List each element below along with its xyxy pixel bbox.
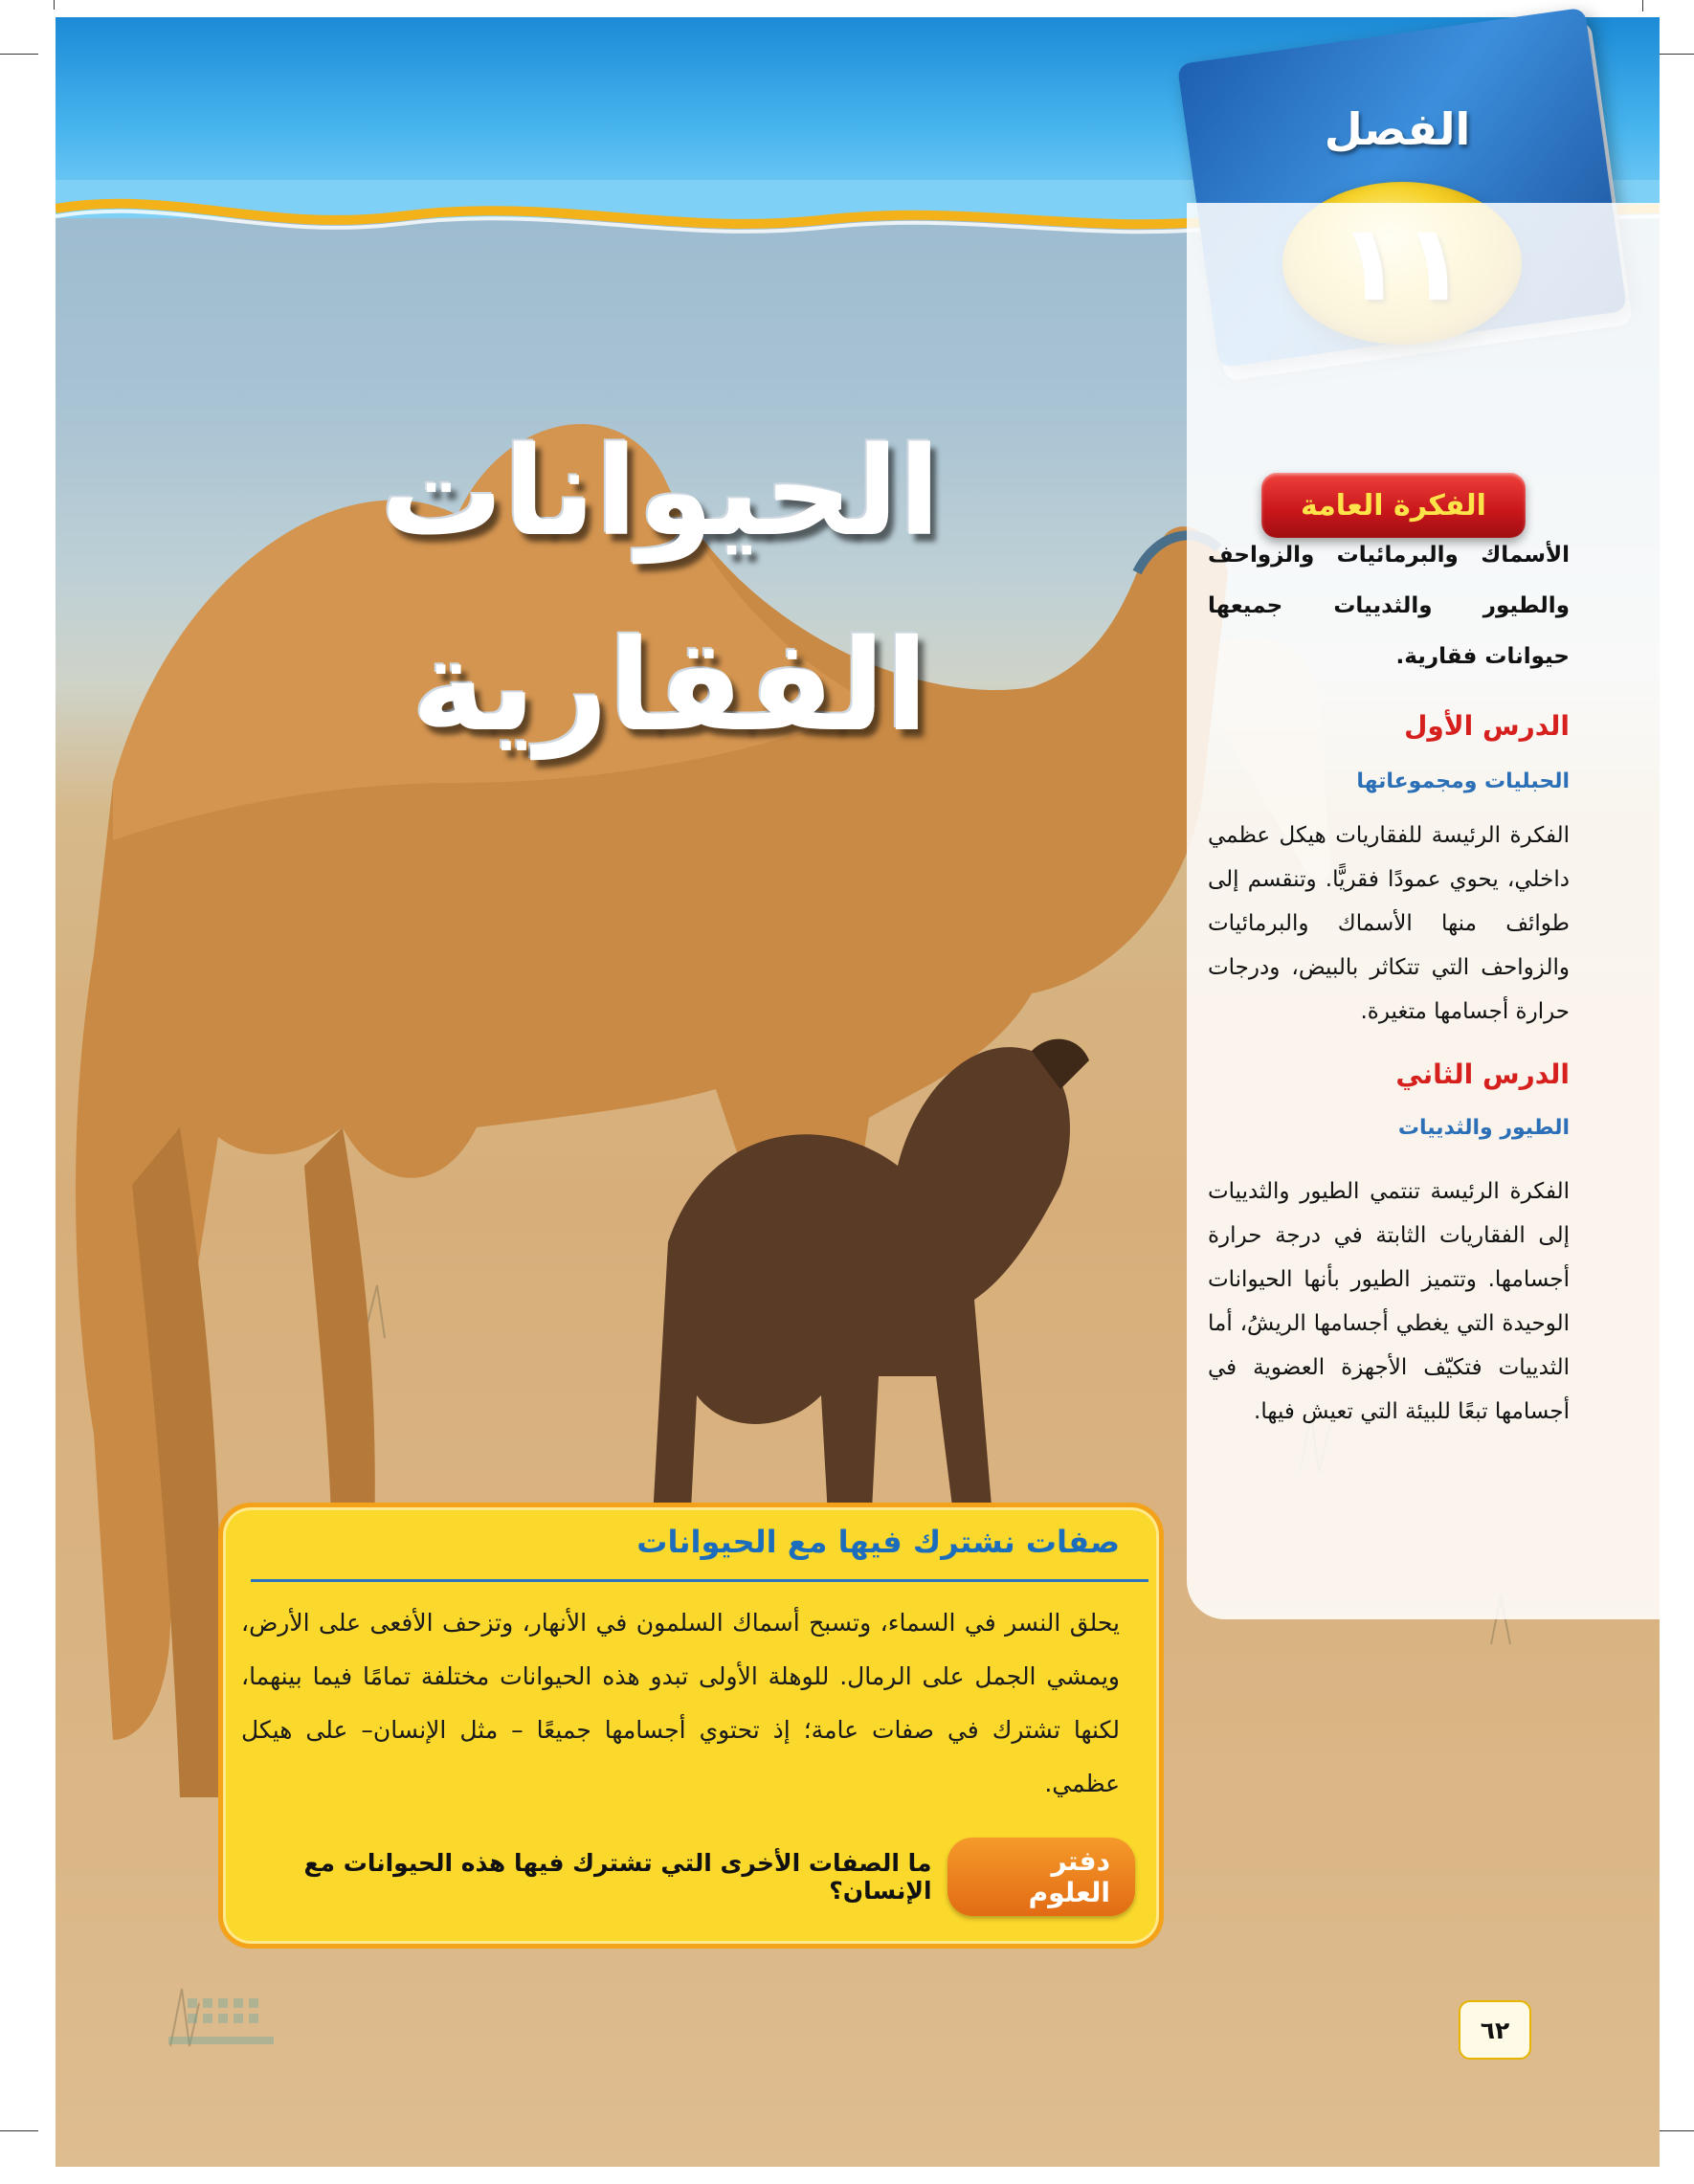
crop-mark xyxy=(1642,0,1643,11)
crop-mark xyxy=(0,54,38,55)
big-idea-text: الأسماك والبرمائيات والزواحف والطيور والثدييات جميعها حيوانات فقارية. xyxy=(1208,543,1570,669)
lesson-2-body: الفكرة الرئيسة تنتمي الطيور والثدييات إلى الفقاريات الثابتة في درجة حرارة أجسامها. وتتميز الطيور بأنها الحيوانات الوحيدة التي يغطي أجسامها الريشُ، أما الثدييات فتكيّف الأجهزة العضوية في أجسامها تبعًا للبيئة التي تعيش فيها. xyxy=(1208,1179,1570,1424)
big-idea-label: الفكرة العامة xyxy=(1261,473,1526,538)
page-title-line1: الحيوانات xyxy=(380,421,941,564)
crop-mark xyxy=(54,0,55,10)
feature-box-question: ما الصفات الأخرى التي تشترك فيها هذه الحيوانات مع الإنسان؟ xyxy=(303,1849,932,1905)
feature-box-divider xyxy=(251,1579,1148,1582)
lesson-2-title: الدرس الثاني xyxy=(1395,1059,1570,1090)
crop-mark xyxy=(1656,54,1694,55)
feature-box-title: صفات نشترك فيها مع الحيوانات xyxy=(636,1524,1120,1560)
lesson-1-title: الدرس الأول xyxy=(1404,710,1570,742)
page-title-line2: الفقارية xyxy=(412,613,928,760)
lesson-1-body: الفكرة الرئيسة للفقاريات هيكل عظمي داخلي، يحوي عمودًا فقريًّا. وتنقسم إلى طوائف منها الأسماك والبرمائيات والزواحف التي تتكاثر بالبيض، ودرجات حرارة أجسامها متغيرة. xyxy=(1208,823,1570,1024)
crop-mark xyxy=(1656,2130,1694,2131)
chapter-label: الفصل xyxy=(1324,103,1471,155)
feature-box-body: يحلق النسر في السماء، وتسبح أسماك السلمون في الأنهار، وتزحف الأفعى على الأرض، ويمشي الجمل على الرمال. للوهلة الأولى تبدو هذه الحيوانات مختلفة تمامًا فيما بينهما، لكنها تشترك في صفات عامة؛ إذ تحتوي أجسامها جميعًا – مثل الإنسان– على هيكل عظمي. xyxy=(241,1609,1120,1797)
lesson-1-subtitle: الحبليات ومجموعاتها xyxy=(1356,769,1570,793)
science-notebook-label: دفتر العلوم xyxy=(947,1838,1135,1916)
page-number: ٦٢ xyxy=(1459,2000,1531,2060)
lesson-2-subtitle: الطيور والثدييات xyxy=(1397,1116,1570,1140)
crop-mark xyxy=(0,2130,38,2131)
publisher-watermark xyxy=(130,1998,312,2094)
feature-box-question-row xyxy=(251,1838,1135,1916)
